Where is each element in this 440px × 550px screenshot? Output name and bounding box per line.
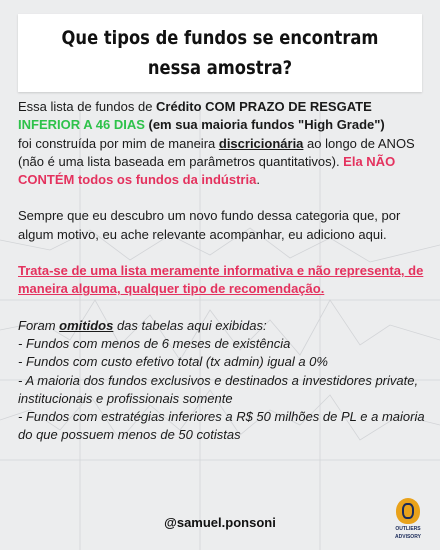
- logo-text-2: ADVISORY: [395, 534, 421, 540]
- paragraph-updates: Sempre que eu descubro um novo fundo dessa categoria que, por algum motivo, eu ache relevante acompanhar, eu adiciono aqui.: [18, 208, 401, 242]
- paragraph-disclaimer: Trata-se de uma lista meramente informativa e não representa, de maneira alguma, qualquer tipo de recomendação.: [18, 263, 424, 297]
- author-handle: @samuel.ponsoni: [164, 515, 276, 530]
- logo-text-1: OUTLIERS: [395, 526, 421, 532]
- omitted-item: - Fundos com custo efetivo total (tx admin) igual a 0%: [18, 354, 328, 370]
- paragraph-intro: [18, 98, 426, 189]
- title-card: [18, 14, 422, 92]
- intro-text-2: foi construída por mim de maneira: [18, 135, 219, 151]
- omitted-item: - A maioria dos fundos exclusivos e destinados a investidores private, institucionais e profissionais somente: [18, 372, 419, 406]
- outliers-advisory-logo: [386, 498, 430, 546]
- omitted-item: - Fundos com menos de 6 meses de existência: [18, 335, 291, 351]
- intro-text-3: ao longo de ANOS (não é uma lista baseada em parâmetros quantitativos).: [18, 135, 415, 169]
- title-line-1: Que tipos de fundos se encontram: [61, 27, 379, 49]
- intro-bold-high-grade: (em sua maioria fundos "High Grade"): [144, 117, 385, 133]
- intro-period: .: [256, 172, 260, 188]
- body-text: [18, 98, 426, 445]
- intro-discretionary: discricionária: [218, 135, 304, 151]
- title-line-2: nessa amostra?: [147, 57, 293, 79]
- intro-red-warning: Ela NÃO CONTÉM todos os fundos da indústria: [18, 153, 396, 188]
- intro-bold-credit: Crédito COM PRAZO DE RESGATE: [156, 99, 372, 114]
- page-title: [46, 23, 393, 83]
- omitted-keyword: omitidos: [59, 317, 114, 333]
- omitted-item: - Fundos com estratégias inferiores a R$ 50 milhões de PL e a maioria do que possuem menos de 50 cotistas: [18, 409, 425, 443]
- omitted-intro: [18, 317, 426, 335]
- omitted-intro-3: das tabelas aqui exibidas:: [113, 317, 267, 333]
- intro-text: Essa lista de fundos de: [18, 99, 157, 114]
- intro-green-highlight: INFERIOR A 46 DIAS: [18, 117, 145, 133]
- omitted-intro-1: Foram: [18, 317, 60, 333]
- fingerprint-icon: [396, 498, 420, 524]
